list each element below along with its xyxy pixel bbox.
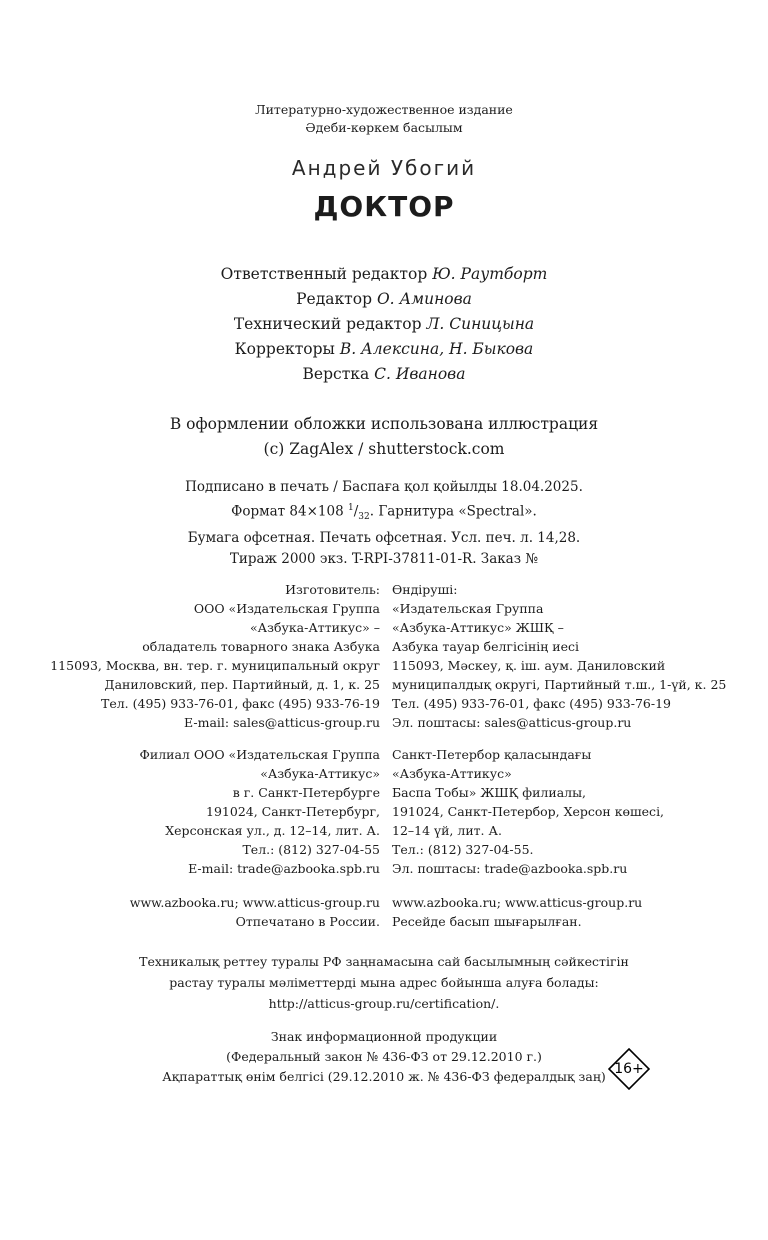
credit-role: Редактор xyxy=(296,290,373,308)
cert-line-1: Техникалық реттеу туралы РФ заңнамасына сай басылымның сәйкестігін xyxy=(139,954,629,969)
cert-line-2: растау туралы мәліметтерді мына адрес бойынша алуға болады: xyxy=(169,975,599,990)
credit-line xyxy=(0,337,768,362)
credit-line xyxy=(0,262,768,287)
credit-role: Ответственный редактор xyxy=(220,265,428,283)
credit-role: Корректоры xyxy=(234,340,335,358)
certification-note xyxy=(0,951,768,1014)
sign-line-1: Знак информационной продукции xyxy=(270,1029,498,1044)
credit-role: Технический редактор xyxy=(233,315,422,333)
print-paper: Бумага офсетная. Печать офсетная. Усл. печ. л. 14,28. xyxy=(187,530,581,547)
credit-person: О. Аминова xyxy=(376,290,472,308)
author-name: Андрей Убогий xyxy=(291,156,477,180)
credit-line xyxy=(0,362,768,387)
maker-row: ООО «Издательская Группа «Издательская Группа xyxy=(193,601,544,616)
credit-person: Ю. Раутборт xyxy=(432,265,548,283)
credit-person: В. Алексина, Н. Быкова xyxy=(339,340,534,358)
maker-row: E-mail: sales@atticus-group.ru Эл. поштасы: sales@atticus-group.ru xyxy=(184,715,632,730)
credit-line xyxy=(0,287,768,312)
branch-row: Херсонская ул., д. 12–14, лит. А. 12–14 үй, лит. А. xyxy=(165,823,502,838)
cover-line-1: В оформлении обложки использована иллюстрация xyxy=(169,415,599,433)
credit-person: Л. Синицына xyxy=(426,315,535,333)
maker-info xyxy=(0,580,768,732)
cover-credit xyxy=(0,412,768,462)
maker-row: Тел. (495) 933-76-01, факс (495) 933-76-19 Тел. (495) 933-76-01, факс (495) 933-76-19 xyxy=(101,696,671,711)
edition-ru: Литературно-художественное издание xyxy=(255,102,513,117)
print-format: Формат 84×108 $^1/_{32}$. Гарнитура «Spectral». xyxy=(231,503,537,523)
cert-line-3: http://atticus-group.ru/certification/. xyxy=(268,996,500,1011)
age-rating-badge: 16+ xyxy=(614,1061,644,1077)
edition-type xyxy=(0,101,768,137)
print-info xyxy=(0,477,768,570)
maker-row: Даниловский, пер. Партийный, д. 1, к. 25 муниципалдық округі, Партийный т.ш., 1-үй, к. 25 xyxy=(104,677,727,692)
book-title: ДОКТОР xyxy=(313,190,455,223)
web-row: www.azbooka.ru; www.atticus-group.ru www.azbooka.ru; www.atticus-group.ru xyxy=(129,895,643,910)
web-info xyxy=(0,893,768,931)
maker-row: обладатель товарного знака Азбука Азбука тауар белгісінің иесі xyxy=(142,639,580,654)
credits-block xyxy=(0,262,768,387)
maker-row: 115093, Москва, вн. тер. г. муниципальный округ 115093, Мәскеу, қ. іш. аум. Даниловский xyxy=(50,658,666,673)
print-run: Тираж 2000 экз. T-RPI-37811-01-R. Заказ № xyxy=(229,551,539,568)
web-row: Отпечатано в России. Ресейде басып шығарылған. xyxy=(235,914,582,929)
branch-row: 191024, Санкт-Петербург, 191024, Санкт-Петербор, Херсон көшесі, xyxy=(206,804,665,819)
branch-info xyxy=(0,745,768,878)
branch-row: Тел.: (812) 327-04-55 Тел.: (812) 327-04-55. xyxy=(242,842,534,857)
branch-row: в г. Санкт-Петербурге Баспа Тобы» ЖШҚ филиалы, xyxy=(232,785,587,800)
print-signed: Подписано в печать / Баспаға қол қойылды 18.04.2025. xyxy=(185,479,583,495)
maker-row: «Азбука-Аттикус» – «Азбука-Аттикус» ЖШҚ – xyxy=(250,620,564,635)
branch-row: «Азбука-Аттикус» «Азбука-Аттикус» xyxy=(260,766,512,781)
info-product-sign xyxy=(0,1027,768,1087)
branch-row: E-mail: trade@azbooka.spb.ru Эл. поштасы: trade@azbooka.spb.ru xyxy=(188,861,628,876)
sign-line-3: Ақпараттық өнім белгісі (29.12.2010 ж. № 436-ФЗ федералдық заң) xyxy=(162,1069,606,1084)
credit-role: Верстка xyxy=(302,365,370,383)
cover-line-2: (c) ZagAlex / shutterstock.com xyxy=(263,440,505,458)
credit-person: С. Иванова xyxy=(374,365,466,383)
credit-line xyxy=(0,312,768,337)
maker-row: Изготовитель: Өндіруші: xyxy=(285,582,458,597)
sign-line-2: (Федеральный закон № 436-ФЗ от 29.12.2010 г.) xyxy=(226,1049,542,1064)
edition-kz: Әдеби-көркем басылым xyxy=(305,120,463,135)
branch-row: Филиал ООО «Издательская Группа Санкт-Петербор қаласындағы xyxy=(139,747,592,762)
